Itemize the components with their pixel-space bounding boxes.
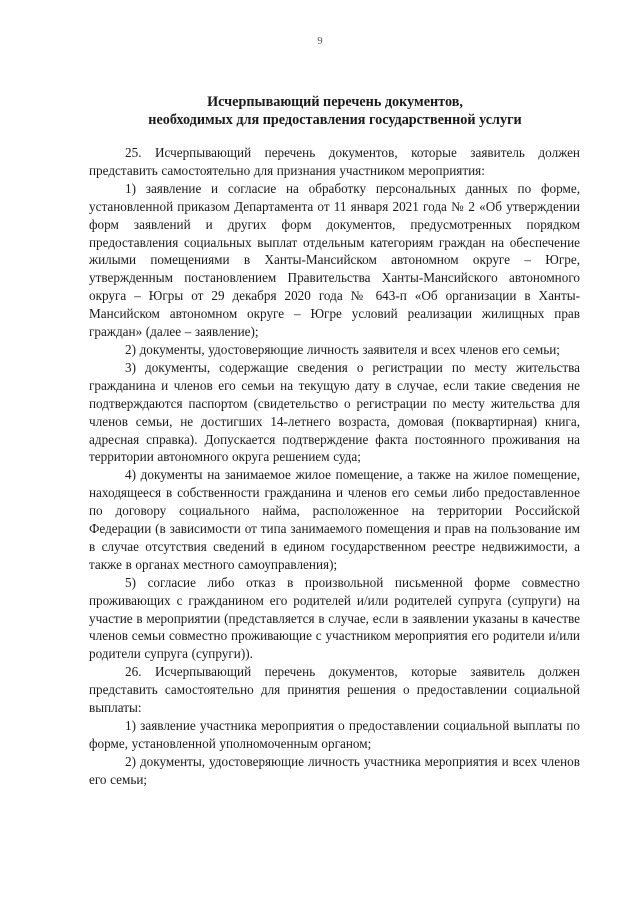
heading-line-1: Исчерпывающий перечень документов, <box>207 94 463 110</box>
document-body <box>89 144 580 789</box>
list-item-25-5: 5) согласие либо отказ в произвольной письменной форме совместно проживающих с гражданином его родителей и/или родителей супруга (супруги) на участие в мероприятии (представляется в случае, если в заявлении указаны в качестве членов семьи совместно проживающие с участником мероприятия его родители и/или родители супруга (супруги)). <box>89 574 580 662</box>
heading-line-2: необходимых для предоставления государственной услуги <box>148 112 522 128</box>
paragraph-26-intro: 26. Исчерпывающий перечень документов, которые заявитель должен представить самостоятельно для принятия решения о предоставлении социальной выплаты: <box>89 664 580 716</box>
list-item-26-1: 1) заявление участника мероприятия о предоставлении социальной выплаты по форме, установленной уполномоченным органом; <box>89 718 580 751</box>
list-item-25-4: 4) документы на занимаемое жилое помещение, а также на жилое помещение, находящееся в собственности гражданина и членов его семьи либо предоставленное по договору социального найма, расположенное на территории Российской Федерации (в зависимости от типа занимаемого помещения и прав на пользование им в случае отсутствия сведений в едином государственном реестре недвижимости, а также в органах местного самоуправления); <box>89 467 580 572</box>
list-item-25-2: 2) документы, удостоверяющие личность заявителя и всех членов его семьи; <box>125 341 560 357</box>
list-item-25-3: 3) документы, содержащие сведения о регистрации по месту жительства гражданина и членов его семьи на текущую дату в случае, если такие сведения не подтверждаются паспортом (свидетельство о регистрации по месту жительства для членов семьи, не достигших 14-летнего возраста, домовая (поквартирная) книга, адресная справка). Допускается подтверждение факта постоянного проживания на территории автономного округа решением суда; <box>89 359 580 465</box>
list-item-25-1: 1) заявление и согласие на обработку персональных данных по форме, установленной приказом Департамента от 11 января 2021 года № 2 «Об утверждении форм заявлений и других форм документов, предусмотренных порядком предоставления социальных выплат отдельным категориям граждан на обеспечение жилыми помещениями в Ханты-Мансийском автономном округе – Югре, утвержденным постановлением Правительства Ханты-Мансийского автономного округа – Югры от 29 декабря 2020 года № 643-п «Об организации в Ханты-Мансийском автономном округе – Югре условий реализации жилищных прав граждан» (далее – заявление); <box>89 180 580 340</box>
page-number: 9 <box>317 36 323 47</box>
section-heading <box>90 93 580 129</box>
list-item-26-2: 2) документы, удостоверяющие личность участника мероприятия и всех членов его семьи; <box>89 753 580 787</box>
paragraph-25-intro: 25. Исчерпывающий перечень документов, которые заявитель должен представить самостоятельно для признания участником мероприятия: <box>89 145 580 178</box>
